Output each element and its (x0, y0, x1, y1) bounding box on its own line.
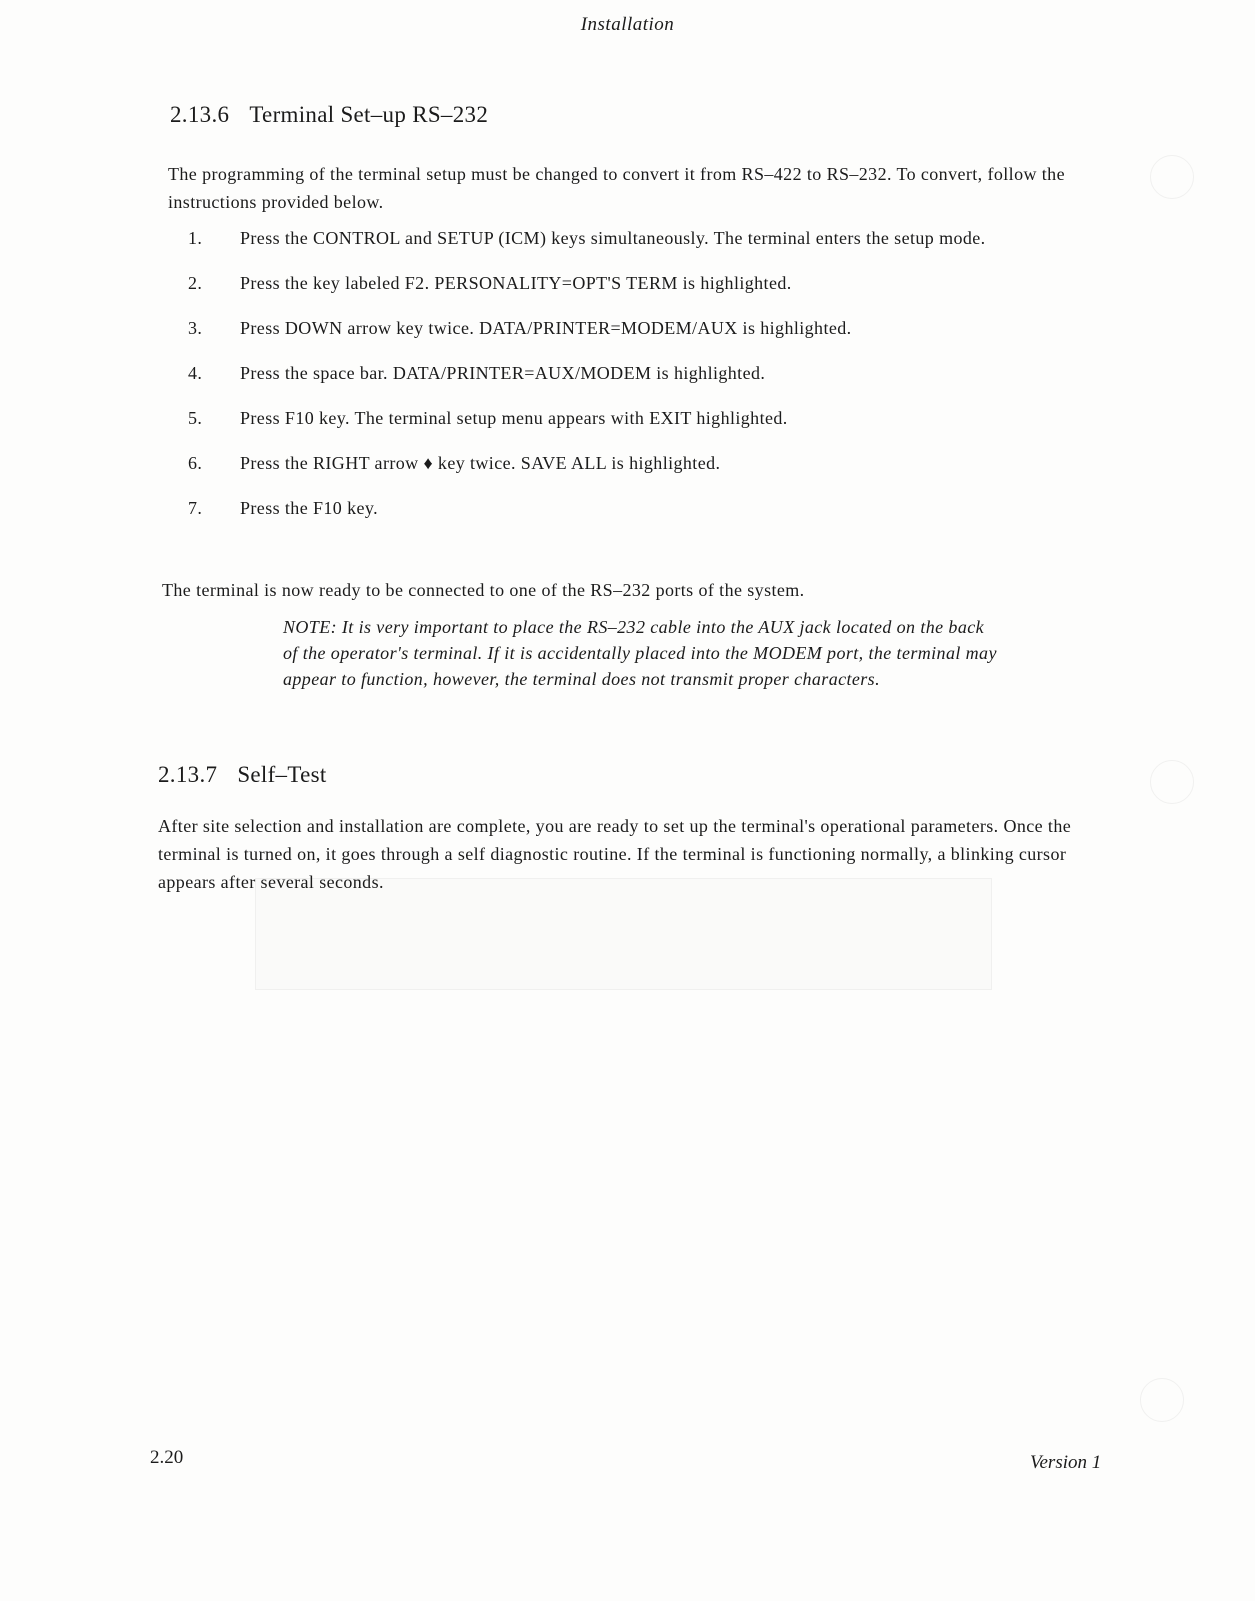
step-text: Press the RIGHT arrow ♦ key twice. SAVE ALL is highlighted. (240, 453, 721, 473)
list-item (188, 405, 1128, 431)
step-text: Press DOWN arrow key twice. DATA/PRINTER=MODEM/AUX is highlighted. (240, 318, 852, 338)
running-header: Installation (580, 14, 675, 35)
step-text: Press the space bar. DATA/PRINTER=AUX/MODEM is highlighted. (240, 363, 766, 383)
list-item (188, 225, 1128, 251)
list-item (188, 315, 1128, 341)
step-number: 7. (188, 498, 203, 518)
section-heading-self-test (158, 762, 327, 788)
note-block: NOTE: It is very important to place the RS–232 cable into the AUX jack located on the back of the operator's terminal. If it is accidentally placed into the MODEM port, the terminal may appear to function, however, the terminal does not transmit proper characters. (283, 617, 997, 689)
list-item (188, 450, 1128, 476)
list-item (188, 495, 1128, 521)
punch-hole-mark (1150, 155, 1194, 199)
step-number: 3. (188, 318, 203, 338)
section-heading-terminal-setup (170, 102, 488, 128)
step-number: 4. (188, 363, 203, 383)
page-number: 2.20 (150, 1447, 184, 1468)
ready-paragraph: The terminal is now ready to be connected to one of the RS–232 ports of the system. (162, 580, 805, 600)
punch-hole-mark (1140, 1378, 1184, 1422)
list-item (188, 360, 1128, 386)
setup-steps-list (188, 225, 1128, 540)
step-text: Press the CONTROL and SETUP (ICM) keys simultaneously. The terminal enters the setup mode. (240, 228, 986, 248)
step-number: 1. (188, 228, 203, 248)
step-number: 6. (188, 453, 203, 473)
list-item (188, 270, 1128, 296)
version-label: Version 1 (1030, 1452, 1102, 1473)
section-number: 2.13.6 (170, 102, 230, 127)
self-test-paragraph: After site selection and installation are complete, you are ready to set up the terminal's operational parameters. Once the terminal is turned on, it goes through a self diagnostic routine. If the terminal is functioning normally, a blinking cursor appears after several seconds. (158, 816, 1072, 892)
intro-paragraph: The programming of the terminal setup must be changed to convert it from RS–422 to RS–232. To convert, follow the instructions provided below. (168, 164, 1065, 212)
step-number: 5. (188, 408, 203, 428)
step-number: 2. (188, 273, 203, 293)
section-title: Self–Test (237, 762, 327, 787)
step-text: Press the F10 key. (240, 498, 379, 518)
section-title: Terminal Set–up RS–232 (249, 102, 489, 127)
step-text: Press F10 key. The terminal setup menu appears with EXIT highlighted. (240, 408, 788, 428)
punch-hole-mark (1150, 760, 1194, 804)
section-number: 2.13.7 (158, 762, 218, 787)
step-text: Press the key labeled F2. PERSONALITY=OPT'S TERM is highlighted. (240, 273, 792, 293)
